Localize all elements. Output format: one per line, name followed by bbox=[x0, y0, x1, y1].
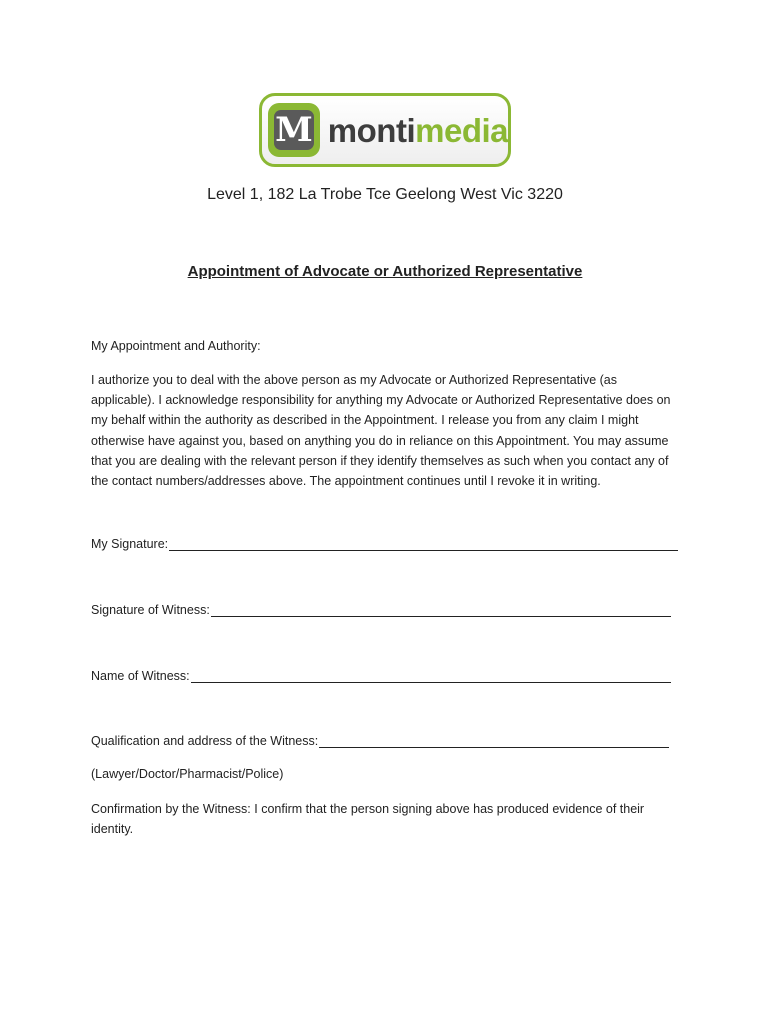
logo-mark-icon bbox=[268, 103, 320, 157]
logo-wordmark bbox=[327, 111, 508, 149]
witness-qualification-field[interactable] bbox=[91, 734, 669, 748]
my-signature-label: My Signature: bbox=[91, 537, 169, 551]
montimedia-logo bbox=[259, 93, 511, 167]
section-heading: My Appointment and Authority: bbox=[91, 339, 261, 353]
witness-name-label: Name of Witness: bbox=[91, 669, 190, 683]
company-address: Level 1, 182 La Trobe Tce Geelong West Vic 3220 bbox=[207, 186, 563, 203]
logo-word-part2: media bbox=[415, 111, 508, 149]
witness-name-field[interactable] bbox=[91, 669, 671, 683]
witness-qualification-label: Qualification and address of the Witness: bbox=[91, 734, 319, 748]
my-signature-field[interactable] bbox=[91, 537, 678, 551]
qualification-note: (Lawyer/Doctor/Pharmacist/Police) bbox=[91, 767, 284, 781]
my-signature-line[interactable] bbox=[169, 538, 678, 551]
witness-qualification-line[interactable] bbox=[319, 735, 669, 748]
logo-word-part1: monti bbox=[327, 111, 416, 149]
witness-name-line[interactable] bbox=[191, 670, 671, 683]
logo-mark-letter: M bbox=[275, 110, 313, 150]
authority-paragraph: I authorize you to deal with the above person as my Advocate or Authorized Representative (as applicable). I acknowledge responsibility for anything my Advocate or Authorized Representative does on my behalf within the authority as described in the Appointment. I release you from any claim I might otherwise have against you, based on anything you do in reliance on this Appointment. You may assume that you are dealing with the relevant person if they identify themselves as such when you contact any of the contact numbers/addresses above. The appointment continues until I revoke it in writing. bbox=[91, 373, 671, 489]
document-title: Appointment of Advocate or Authorized Representative bbox=[187, 263, 583, 280]
witness-signature-field[interactable] bbox=[91, 603, 671, 617]
witness-signature-label: Signature of Witness: bbox=[91, 603, 210, 617]
witness-signature-line[interactable] bbox=[211, 604, 671, 617]
witness-confirmation: Confirmation by the Witness: I confirm that the person signing above has produced evidence of their identity. bbox=[91, 802, 645, 837]
